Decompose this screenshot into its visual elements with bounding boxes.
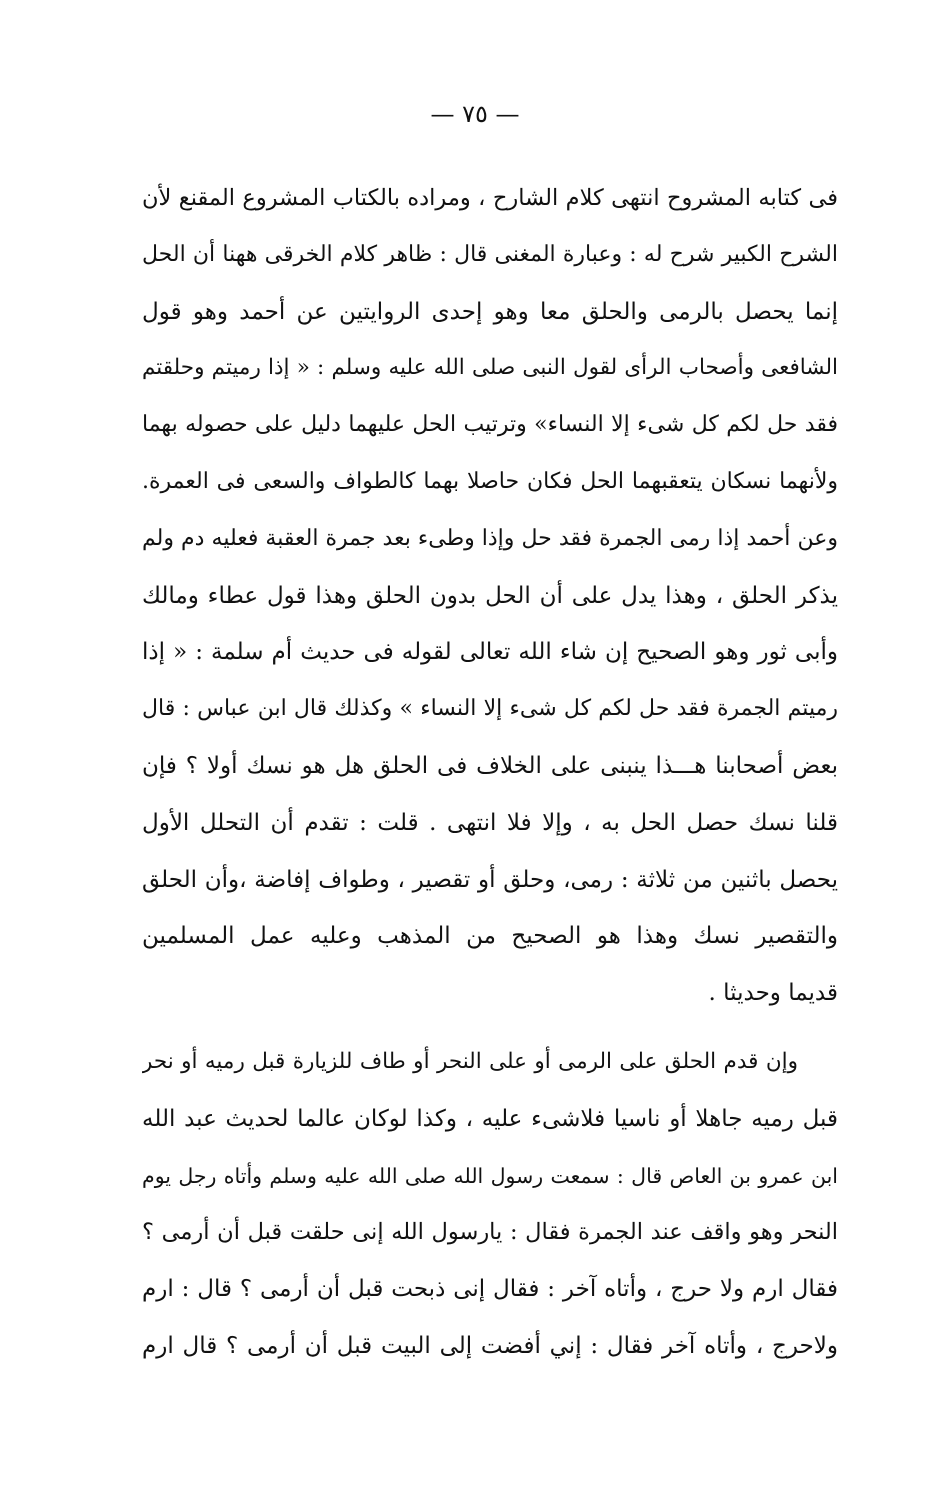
text-line: وأبى ثور وهو الصحيح إن شاء الله تعالى لقوله فى حديث أم سلمة : « إذا <box>142 639 838 666</box>
text-line: فقال ارم ولا حرج ، وأتاه آخر : فقال إنى ذبحت قبل أن أرمى ؟ قال : ارم <box>142 1276 838 1303</box>
text-line: بعض أصحابنا هـــذا ينبنى على الخلاف فى الحلق هل هو نسك أولا ؟ فإن <box>142 752 838 779</box>
text-line: ابن عمرو بن العاص قال : سمعت رسول الله صلى الله عليه وسلم وأتاه رجل يوم <box>142 1163 838 1188</box>
paragraph-2 <box>142 1034 838 1375</box>
paragraph-1 <box>142 170 838 1022</box>
text-line: يذكر الحلق ، وهذا يدل على أن الحل بدون الحلق وهذا قول عطاء ومالك <box>142 582 838 609</box>
text-line: قديما وحديثا . <box>708 980 838 1007</box>
text-line: والتقصير نسك وهذا هو الصحيح من المذهب وعليه عمل المسلمين <box>142 923 838 950</box>
text-line: الشافعى وأصحاب الرأى لقول النبى صلى الله عليه وسلم : « إذا رميتم وحلقتم <box>142 355 838 381</box>
text-line: الشرح الكبير شرح له : وعبارة المغنى قال : ظاهر كلام الخرقى ههنا أن الحل <box>142 241 838 267</box>
text-line: قلنا نسك حصل الحل به ، وإلا فلا انتهى . قلت : تقدم أن التحلل الأول <box>142 809 838 836</box>
text-line: النحر وهو واقف عند الجمرة فقال : يارسول الله إنى حلقت قبل أن أرمى ؟ <box>142 1219 838 1246</box>
body-text <box>142 170 838 1375</box>
text-line: وإن قدم الحلق على الرمى أو على النحر أو طاف للزيارة قبل رميه أو نحر <box>142 1048 798 1074</box>
text-line: إنما يحصل بالرمى والحلق معا وهو إحدى الروايتين عن أحمد وهو قول <box>142 298 838 325</box>
text-line: ولأنهما نسكان يتعقبهما الحل فكان حاصلا بهما كالطواف والسعى فى العمرة. <box>142 468 838 494</box>
text-line: فى كتابه المشروح انتهى كلام الشارح ، ومراده بالكتاب المشروع المقنع لأن <box>142 185 838 211</box>
text-line: قبل رميه جاهلا أو ناسيا فلاشىء عليه ، وكذا لوكان عالما لحديث عبد الله <box>142 1105 838 1132</box>
page-number: — ٧٥ — <box>430 100 520 128</box>
text-line: فقد حل لكم كل شىء إلا النساء» وترتيب الحل عليهما دليل على حصوله بهما <box>142 412 838 438</box>
text-line: وعن أحمد إذا رمى الجمرة فقد حل وإذا وطىء بعد جمرة العقبة فعليه دم ولم <box>142 525 838 551</box>
paragraph-gap <box>142 1022 838 1034</box>
text-line: رميتم الجمرة فقد حل لكم كل شىء إلا النساء » وكذلك قال ابن عباس : قال <box>142 696 838 722</box>
text-line: يحصل باثنين من ثلاثة : رمى، وحلق أو تقصير ، وطواف إفاضة ،وأن الحلق <box>142 866 838 893</box>
text-line: ولاحرج ، وأتاه آخر فقال : إني أفضت إلى البيت قبل أن أرمى ؟ قال ارم <box>142 1332 838 1359</box>
